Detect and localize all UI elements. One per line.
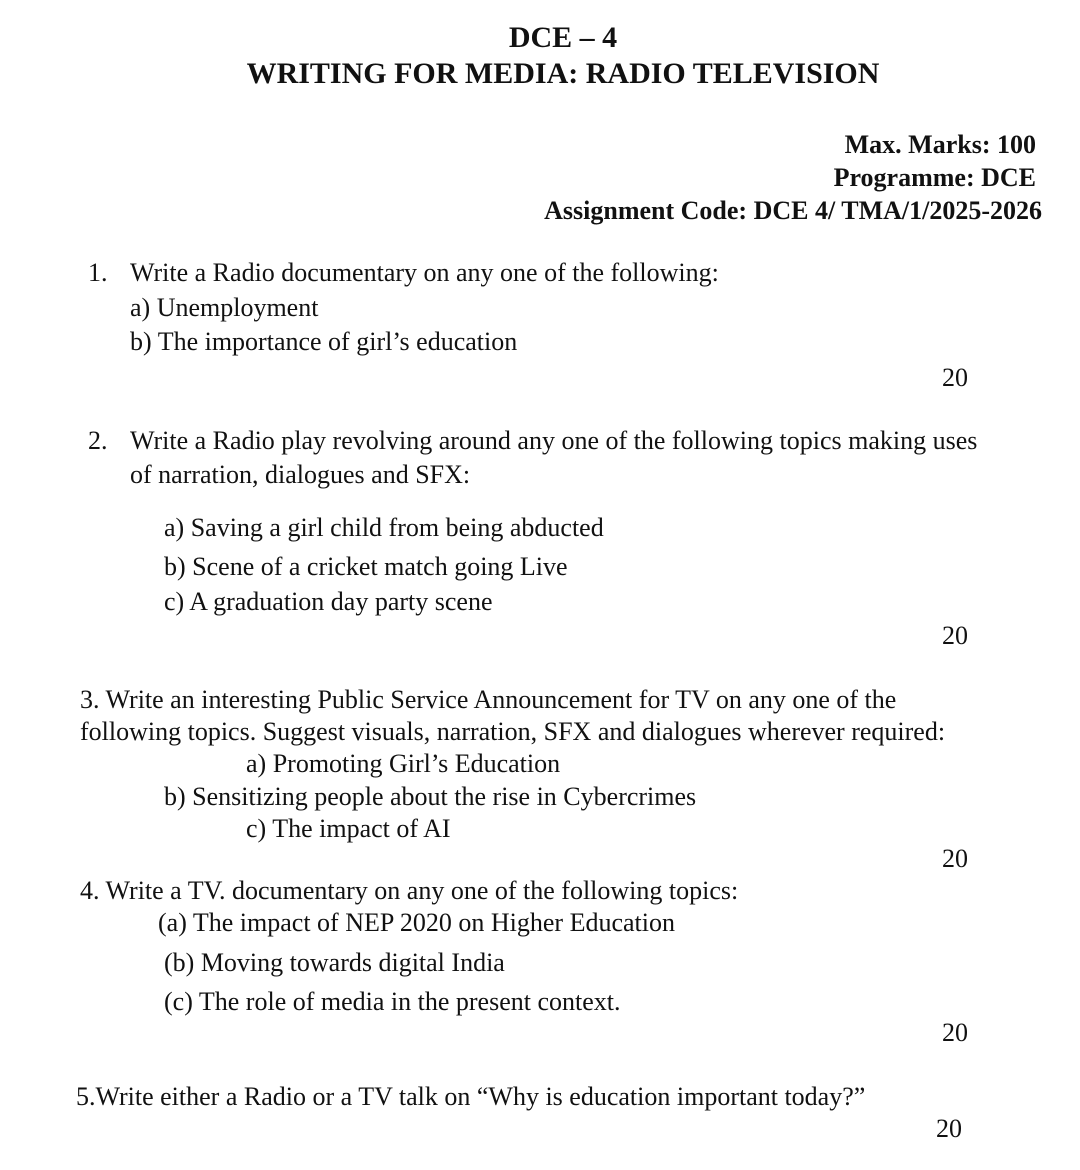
question-text: 4. Write a TV. documentary on any one of the following topics: xyxy=(80,876,739,905)
course-title: WRITING FOR MEDIA: RADIO TELEVISION xyxy=(246,57,880,90)
question-text: Write a Radio play revolving around any one of the following topics making uses xyxy=(130,426,978,455)
question-marks: 20 xyxy=(942,363,968,392)
question-option: a) Saving a girl child from being abducted xyxy=(164,513,604,542)
question-text: 3. Write an interesting Public Service Announcement for TV on any one of the xyxy=(80,685,897,714)
max-marks: Max. Marks: 100 xyxy=(844,130,1036,159)
question-option: (a) The impact of NEP 2020 on Higher Education xyxy=(158,908,675,937)
question-text: 5.Write either a Radio or a TV talk on “Why is education important today?” xyxy=(76,1082,866,1111)
question-text: of narration, dialogues and SFX: xyxy=(130,460,471,489)
question-text: following topics. Suggest visuals, narration, SFX and dialogues wherever required: xyxy=(80,717,946,746)
question-marks: 20 xyxy=(936,1114,962,1143)
question-option: c) The impact of AI xyxy=(246,814,451,843)
question-marks: 20 xyxy=(942,844,968,873)
assignment-code: Assignment Code: DCE 4/ TMA/1/2025-2026 xyxy=(544,196,1042,225)
question-text: Write a Radio documentary on any one of the following: xyxy=(130,258,719,287)
question-option: b) The importance of girl’s education xyxy=(130,327,518,356)
question-option: a) Unemployment xyxy=(130,293,319,322)
question-number: 1. xyxy=(88,258,108,287)
question-option: b) Scene of a cricket match going Live xyxy=(164,552,568,581)
question-option: a) Promoting Girl’s Education xyxy=(246,749,561,778)
question-marks: 20 xyxy=(942,621,968,650)
question-option: b) Sensitizing people about the rise in Cybercrimes xyxy=(164,782,697,811)
question-number: 2. xyxy=(88,426,108,455)
question-option: c) A graduation day party scene xyxy=(164,587,493,616)
question-option: (b) Moving towards digital India xyxy=(164,948,505,977)
programme: Programme: DCE xyxy=(833,163,1036,192)
course-code: DCE – 4 xyxy=(508,21,618,54)
question-option: (c) The role of media in the present context. xyxy=(164,987,621,1016)
question-marks: 20 xyxy=(942,1018,968,1047)
